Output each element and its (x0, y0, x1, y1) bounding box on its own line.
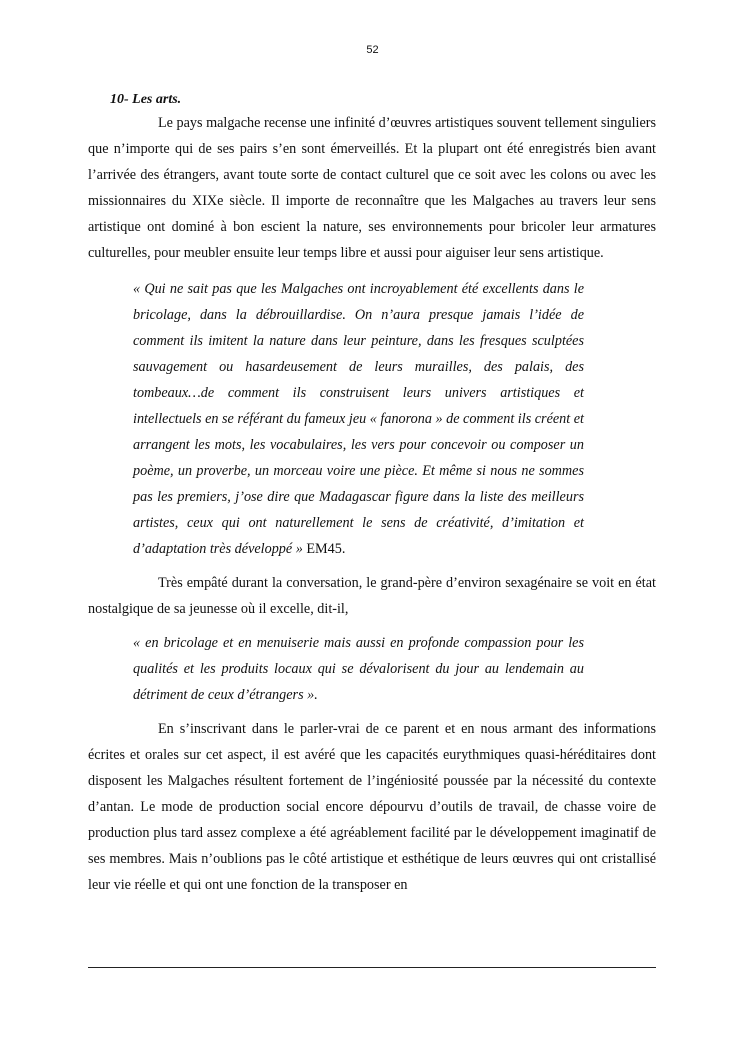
block-quote-2: « en bricolage et en menuiserie mais aussi en profonde compassion pour les qualités et les produits locaux qui se dévalorisent du jour au lendemain au détriment de ceux d’étrangers ». (133, 635, 584, 703)
footer-rule (88, 967, 656, 968)
quote-1-reference: EM45. (302, 541, 346, 557)
paragraph-conclusion: En s’inscrivant dans le parler-vrai de ce parent et en nous armant des informations écrites et orales sur cet aspect, il est avéré que les capacités eurythmiques quasi-héréditaires dont disposent les Malgaches résultent fortement de l’ingéniosité poussée par la nécessité du contexte d’antan. Le mode de production social encore dépourvu d’outils de travail, de chasse voire de production plus tard assez complexe a été agréablement facilité par le développement imaginatif de ses membres. Mais n’oublions pas le côté artistique et esthétique de leurs œuvres qui ont cristallisé leur vie réelle et qui ont une fonction de la transposer en (88, 721, 656, 893)
paragraph-grandfather: Très empâté durant la conversation, le grand-père d’environ sexagénaire se voit en état nostalgique de sa jeunesse où il excelle, dit-il, (88, 575, 656, 617)
quote-1-text: « Qui ne sait pas que les Malgaches ont incroyablement été excellents dans le bricolage, dans la débrouillardise. On n’aura presque jamais l’idée de comment ils imitent la nature dans leur peinture, dans les fresques sculptées sauvagement ou hasardeusement de leurs murailles, des palais, des tombeaux…de comment ils construisent leurs univers artistiques et intellectuels en se référant du fameux jeu « fanorona » de comment ils créent et arrangent les mots, les vocabulaires, les vers pour concevoir ou composer un poème, un proverbe, un morceau voire une pièce. Et même si nous ne sommes pas les premiers, j’ose dire que Madagascar figure dans la liste des meilleurs artistes, ceux qui ont naturellement le sens de créativité, d’imitation et d’adaptation très développé » (133, 281, 584, 557)
page-body (88, 90, 656, 898)
section-title: 10- Les arts. (110, 92, 182, 107)
block-quote-1 (133, 276, 584, 562)
page-number: 52 (366, 44, 379, 56)
paragraph-intro: Le pays malgache recense une infinité d’œuvres artistiques souvent tellement singuliers que n’importe qui de ses pairs s’en sont émerveillés. Et la plupart ont été enregistrés bien avant l’arrivée des étrangers, avant toute sorte de contact culturel que ce soit avec les colons ou avec les missionnaires du XIXe siècle. Il importe de reconnaître que les Malgaches au travers leur sens artistique ont dominé à bon escient la nature, ses environnements pour bricoler leur armatures culturelles, pour meubler ensuite leur temps libre et aussi pour aiguiser leur sens artistique. (88, 115, 656, 261)
